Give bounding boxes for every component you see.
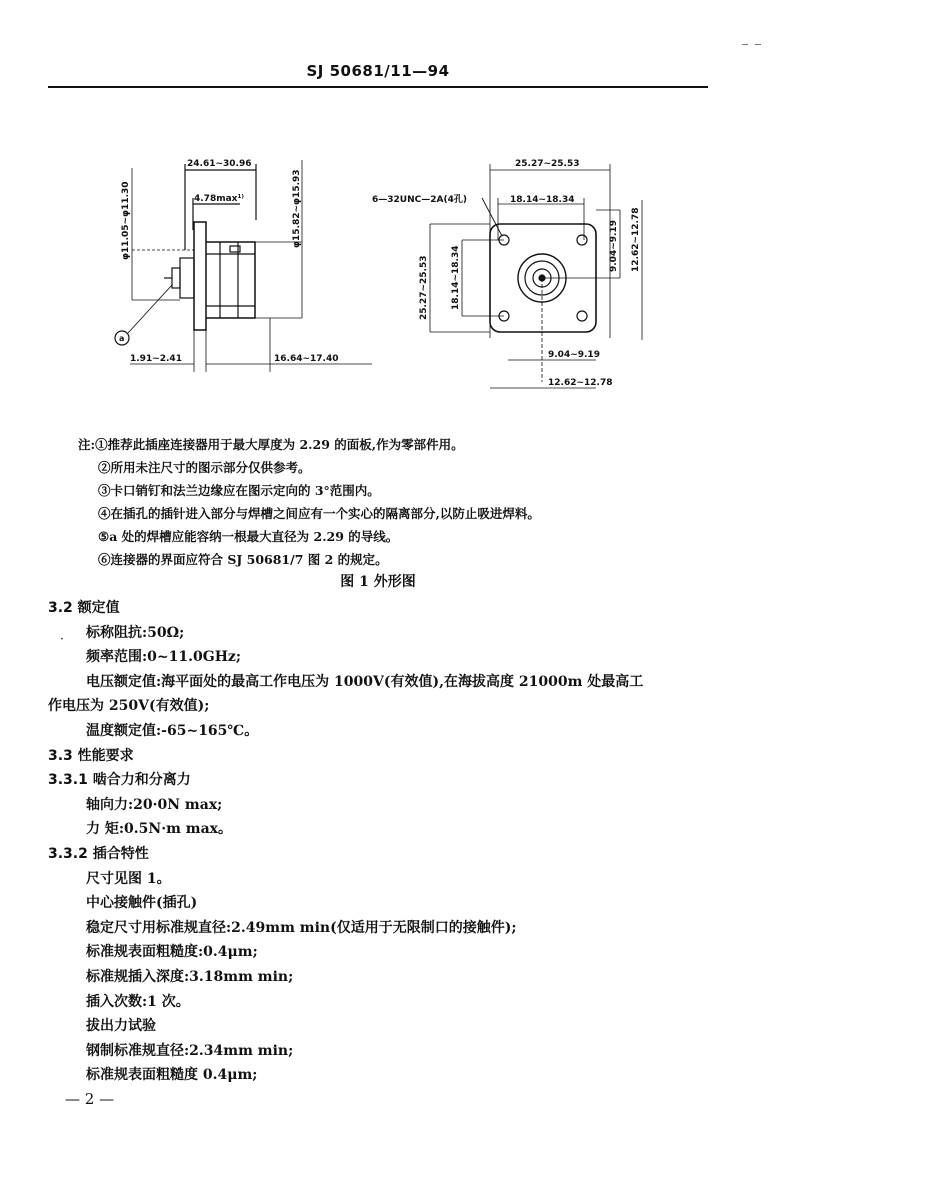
pullout-test-line: 拔出力试验 — [86, 1018, 156, 1035]
center-contact-line: 中心接触件(插孔) — [86, 895, 198, 912]
voltage-line-1: 电压额定值:海平面处的最高工作电压为 1000V(有效值),在海拔高度 21000m 处最高工 — [86, 673, 644, 690]
figure-1-outline-drawing — [90, 150, 690, 410]
size-ref-line: 尺寸见图 1。 — [86, 870, 171, 887]
temperature-line: 温度额定值:-65~165℃。 — [86, 722, 259, 739]
dim-hole-spacing-top: 18.14~18.34 — [510, 195, 575, 205]
scan-speck — [742, 44, 748, 45]
dim-bottom-inner: 9.04~9.19 — [548, 350, 600, 360]
steel-roughness-line: 标准规表面粗糙度 0.4μm; — [86, 1067, 258, 1084]
bullet-mark: · — [60, 632, 64, 646]
dim-max: 4.78max¹⁾ — [194, 194, 244, 204]
note-4: ④在插孔的插针进入部分与焊槽之间应有一个实心的隔离部分,以防止吸进焊料。 — [98, 506, 540, 521]
section-3-3-1-title: 3.3.1 啮合力和分离力 — [48, 772, 191, 789]
impedance-line: 标称阻抗:50Ω; — [86, 624, 185, 641]
note-1: 注:①推荐此插座连接器用于最大厚度为 2.29 的面板,作为零部件用。 — [78, 437, 464, 452]
left-side-view — [115, 160, 372, 372]
steel-gauge-line: 钢制标准规直径:2.34mm min; — [86, 1042, 294, 1059]
page-number: — 2 — — [65, 1090, 115, 1108]
section-3-3-2-title: 3.3.2 插合特性 — [48, 845, 149, 862]
dim-right-outer: 12.62~12.78 — [631, 207, 641, 272]
gauge-diameter-line: 稳定尺寸用标准规直径:2.49mm min(仅适用于无限制口的接触件); — [86, 919, 517, 936]
document-code-header: SJ 50681/11—94 — [306, 62, 450, 80]
dim-left-outer: 25.27~25.53 — [419, 255, 429, 320]
section-3-3-title: 3.3 性能要求 — [48, 747, 134, 764]
axial-force-line: 轴向力:20·0N max; — [86, 796, 223, 813]
note-2: ②所用未注尺寸的图示部分仅供参考。 — [98, 460, 311, 475]
figure-caption: 图 1 外形图 — [340, 574, 416, 590]
note-5: ⑤a 处的焊槽应能容纳一根最大直径为 2.29 的导线。 — [98, 529, 399, 544]
section-3-2-title: 3.2 额定值 — [48, 600, 120, 616]
note-6: ⑥连接器的界面应符合 SJ 50681/7 图 2 的规定。 — [98, 552, 388, 567]
gauge-depth-line: 标准规插入深度:3.18mm min; — [86, 968, 294, 985]
dim-bottom-right: 16.64~17.40 — [274, 354, 339, 364]
frequency-line: 频率范围:0~11.0GHz; — [86, 649, 242, 666]
figure-notes — [78, 433, 718, 571]
dim-right-inner: 9.04~9.19 — [609, 220, 619, 272]
dim-bottom-left: 1.91~2.41 — [130, 354, 182, 364]
torque-line: 力 矩:0.5N·m max。 — [86, 821, 232, 838]
body-text — [48, 596, 718, 1088]
note-3: ③卡口销钉和法兰边缘应在图示定向的 3°范围内。 — [98, 483, 380, 498]
dim-bottom-outer: 12.62~12.78 — [548, 378, 613, 388]
callout-a: a — [119, 334, 125, 343]
thread-callout: 6—32UNC—2A(4孔) — [372, 195, 467, 205]
gauge-roughness-line: 标准规表面粗糙度:0.4μm; — [86, 944, 258, 961]
dim-overall-length: 24.61~30.96 — [187, 159, 252, 169]
dim-top: 25.27~25.53 — [515, 159, 580, 169]
dim-left-diameter: φ11.05~φ11.30 — [121, 181, 131, 260]
insert-count-line: 插入次数:1 次。 — [86, 993, 190, 1010]
header-rule — [48, 86, 708, 88]
dim-left-inner: 18.14~18.34 — [451, 245, 461, 310]
dim-right-diameter: φ15.82~φ15.93 — [292, 169, 302, 248]
scan-speck — [755, 44, 761, 45]
voltage-line-2: 作电压为 250V(有效值); — [48, 698, 210, 715]
